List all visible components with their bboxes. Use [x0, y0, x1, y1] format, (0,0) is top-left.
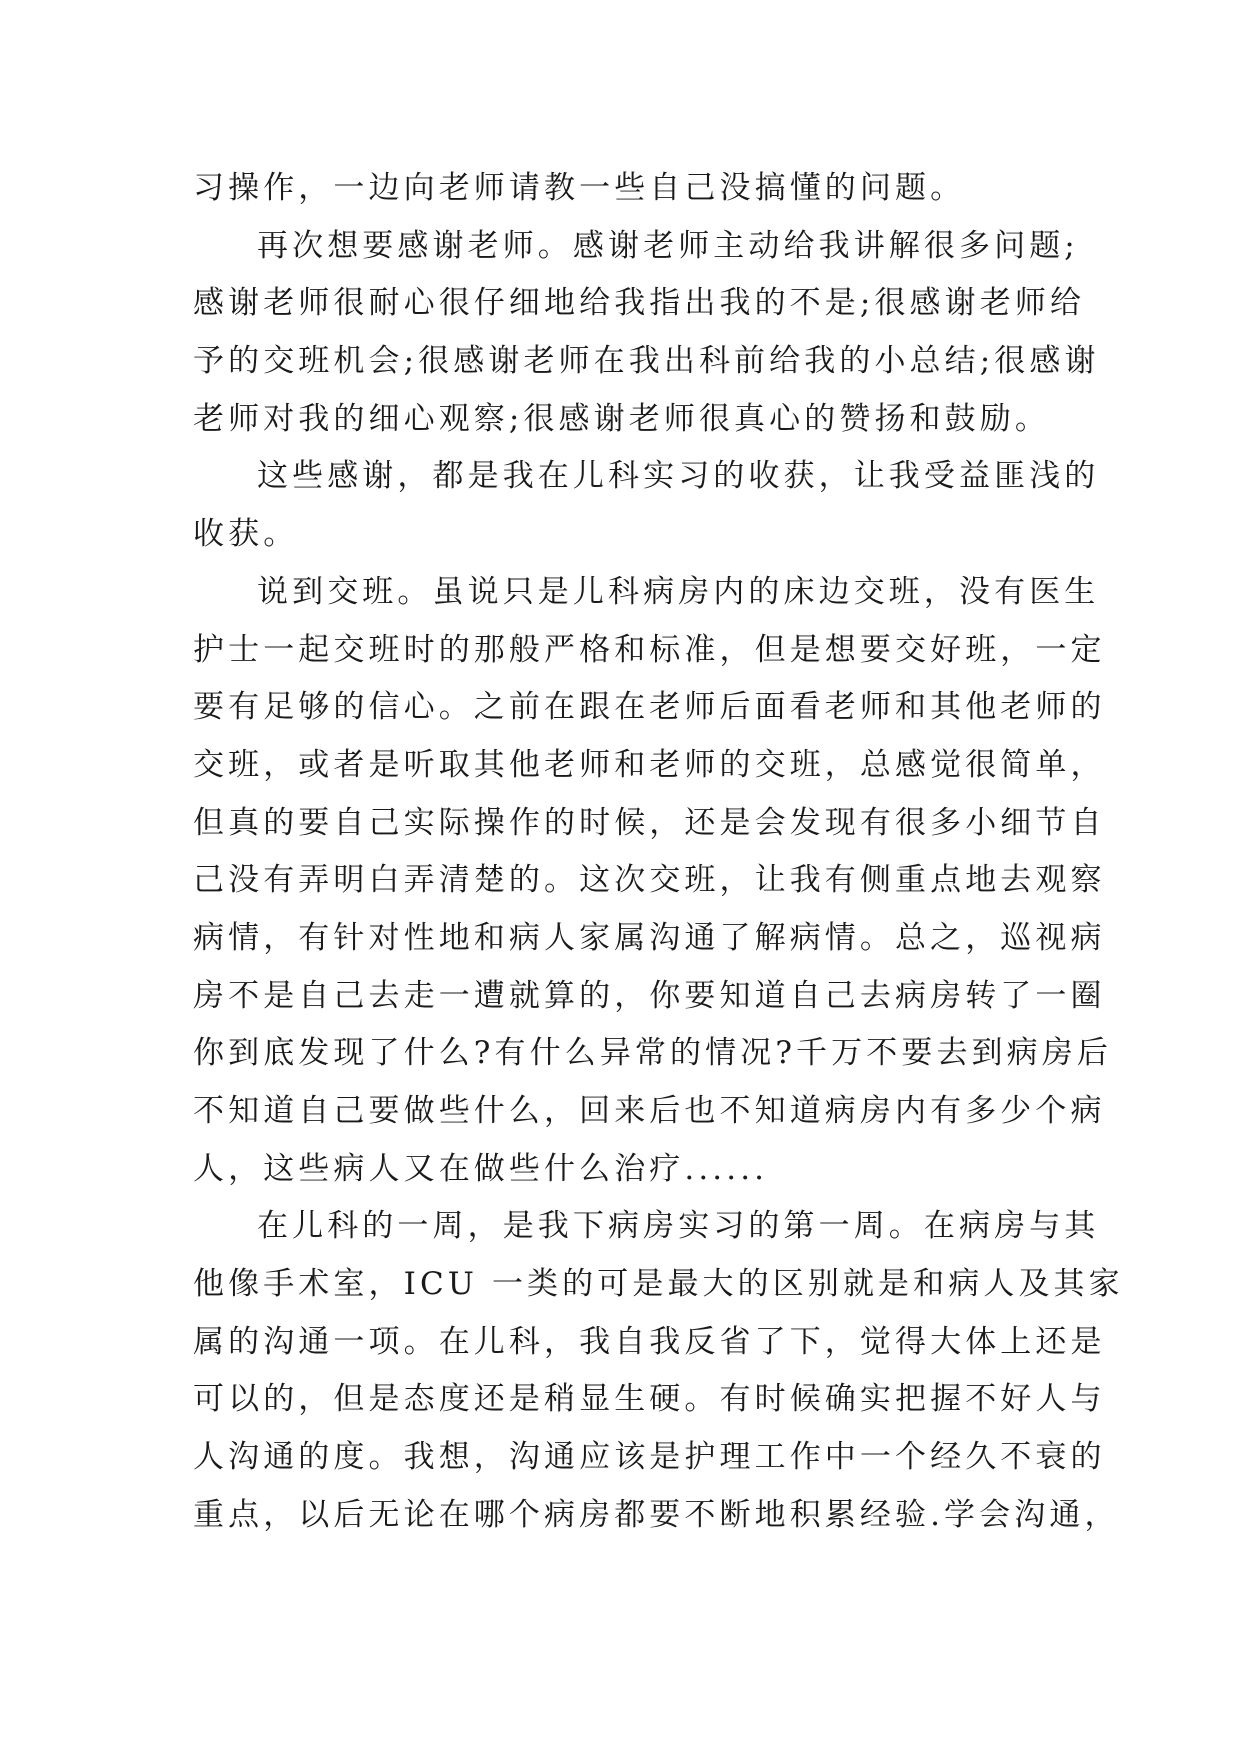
- text-line: 感谢老师很耐心很仔细地给我指出我的不是;很感谢老师给: [193, 285, 1086, 322]
- text-line: 但真的要自己实际操作的时候，还是会发现有很多小细节自: [193, 804, 1106, 841]
- text-line: 收获。: [193, 516, 299, 553]
- paragraph-start-line: 这些感谢，都是我在儿科实习的收获，让我受益匪浅的: [257, 458, 1100, 495]
- text-line: 交班，或者是听取其他老师和老师的交班，总感觉很简单，: [193, 746, 1106, 783]
- body-text: [193, 160, 1124, 1545]
- text-line: 老师对我的细心观察;很感谢老师很真心的赞扬和鼓励。: [193, 400, 1050, 437]
- paragraph-start-line: 再次想要感谢老师。感谢老师主动给我讲解很多问题;: [257, 227, 1079, 264]
- text-line: 房不是自己去走一遭就算的，你要知道自己去病房转了一圈: [193, 977, 1106, 1014]
- text-line: 要有足够的信心。之前在跟在老师后面看老师和其他老师的: [193, 689, 1106, 726]
- text-line: 重点，以后无论在哪个病房都要不断地积累经验.学会沟通，: [193, 1496, 1120, 1533]
- text-line: 人沟通的度。我想，沟通应该是护理工作中一个经久不衰的: [193, 1439, 1106, 1476]
- text-line: 不知道自己要做些什么，回来后也不知道病房内有多少个病: [193, 1093, 1106, 1129]
- text-line: 属的沟通一项。在儿科，我自我反省了下，觉得大体上还是: [193, 1323, 1106, 1360]
- text-line: 予的交班机会;很感谢老师在我出科前给我的小总结;很感谢: [193, 343, 1100, 380]
- text-line: 病情，有针对性地和病人家属沟通了解病情。总之，巡视病: [193, 919, 1106, 956]
- paragraph-start-line: 在儿科的一周，是我下病房实习的第一周。在病房与其: [257, 1208, 1100, 1245]
- text-line: 习操作，一边向老师请教一些自己没搞懂的问题。: [193, 170, 966, 206]
- text-line: 你到底发现了什么?有什么异常的情况?千万不要去到病房后: [193, 1035, 1112, 1072]
- text-line: 人，这些病人又在做些什么治疗......: [193, 1150, 769, 1187]
- text-line: 护士一起交班时的那般严格和标准，但是想要交好班，一定: [193, 631, 1106, 668]
- text-line: 己没有弄明白弄清楚的。这次交班，让我有侧重点地去观察: [193, 862, 1106, 899]
- text-line: 他像手术室，ICU 一类的可是最大的区别就是和病人及其家: [193, 1266, 1124, 1303]
- text-line: 可以的，但是态度还是稍显生硬。有时候确实把握不好人与: [193, 1381, 1106, 1418]
- paragraph-start-line: 说到交班。虽说只是儿科病房内的床边交班，没有医生: [257, 573, 1100, 610]
